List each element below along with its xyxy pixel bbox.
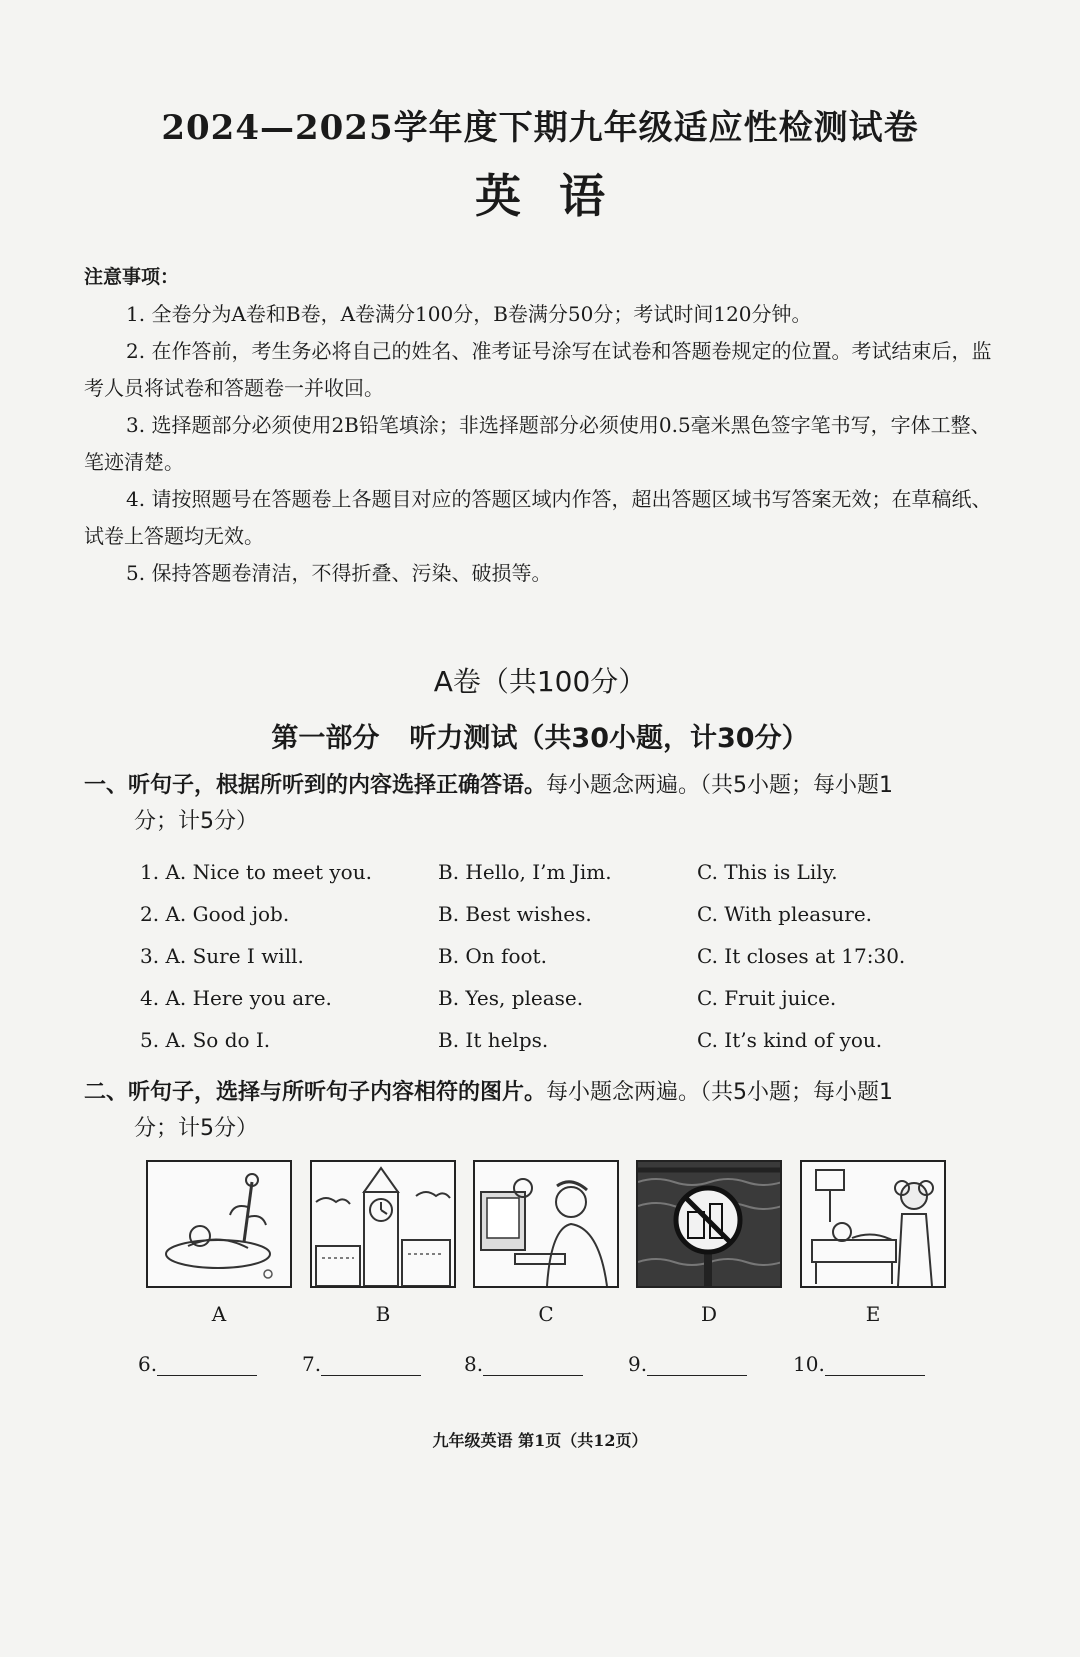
answer-blank[interactable] [138, 1352, 257, 1376]
picture-label: B [375, 1302, 391, 1326]
picture-row [146, 1160, 1006, 1340]
blank-number: 10. [793, 1352, 825, 1376]
option-c: C. This is Lily. [697, 860, 838, 884]
exam-title: 2024—2025学年度下期九年级适应性检测试卷 [161, 108, 919, 148]
answer-blank[interactable] [302, 1352, 421, 1376]
no-bottles-sign-icon [636, 1160, 782, 1288]
option-row [140, 902, 1040, 944]
answer-blank[interactable] [628, 1352, 747, 1376]
question-one-number: 一、 [84, 773, 129, 798]
option-c: C. Fruit juice. [697, 986, 837, 1010]
picture-label: D [700, 1302, 718, 1326]
option-b: B. Best wishes. [438, 902, 592, 926]
part-one-title: 听力测试（共30小题，计30分） [409, 723, 809, 754]
question-two-number: 二、 [84, 1080, 129, 1105]
picture-label: A [211, 1302, 227, 1326]
blank-number: 9. [628, 1352, 648, 1376]
question-two-instruction: 听句子，选择与所听句子内容相符的图片。 [128, 1080, 547, 1105]
blank-number: 8. [464, 1352, 484, 1376]
question-two-detail-cont: 分；计5分） [134, 1116, 258, 1141]
part-one-name: 第一部分 [271, 723, 380, 754]
option-a: 2. A. Good job. [140, 902, 290, 926]
option-a: 5. A. So do I. [140, 1028, 271, 1052]
question-one-options [140, 860, 1040, 1070]
answer-blank[interactable] [464, 1352, 583, 1376]
question-one-detail: 每小题念两遍。（共5小题；每小题1 [546, 773, 894, 798]
part-one-heading [0, 716, 1080, 755]
clock-tower-city-icon [310, 1160, 456, 1288]
option-c: C. It closes at 17:30. [697, 944, 906, 968]
section-a-heading: A卷（共100分） [433, 665, 647, 698]
notice-item: 3. 选择题部分必须使用2B铅笔填涂；非选择题部分必须使用0.5毫米黑色签字笔书写，字体工整、笔迹清楚。 [84, 413, 991, 474]
blank-number: 6. [138, 1352, 158, 1376]
answer-blanks [138, 1352, 1038, 1382]
picture-label: C [538, 1302, 554, 1326]
option-c: C. It’s kind of you. [697, 1028, 883, 1052]
subject-title: 英语 [475, 169, 643, 223]
option-a: 3. A. Sure I will. [140, 944, 304, 968]
notice-list [84, 296, 996, 592]
question-one-heading [84, 768, 1004, 840]
sleeping-person-flower-icon [146, 1160, 292, 1288]
notice-item: 5. 保持答题卷清洁，不得折叠、污染、破损等。 [126, 561, 552, 585]
students-computer-icon [473, 1160, 619, 1288]
option-row [140, 860, 1040, 902]
option-b: B. Hello, I’m Jim. [438, 860, 612, 884]
notice-item: 4. 请按照题号在答题卷上各题目对应的答题区域内作答，超出答题区域书写答案无效；在草稿纸、试卷上答题均无效。 [84, 487, 992, 548]
option-b: B. It helps. [438, 1028, 549, 1052]
blank-number: 7. [302, 1352, 322, 1376]
option-c: C. With pleasure. [697, 902, 873, 926]
option-b: B. Yes, please. [438, 986, 584, 1010]
question-two-heading [84, 1075, 1004, 1147]
option-row [140, 986, 1040, 1028]
hospital-clown-icon [800, 1160, 946, 1288]
option-a: 4. A. Here you are. [140, 986, 332, 1010]
notice-heading: 注意事项： [84, 266, 180, 288]
option-row [140, 1028, 1040, 1070]
question-one-instruction: 听句子，根据所听到的内容选择正确答语。 [128, 773, 547, 798]
picture-label: E [865, 1302, 881, 1326]
option-row [140, 944, 1040, 986]
notice-item: 1. 全卷分为A卷和B卷，A卷满分100分，B卷满分50分；考试时间120分钟。 [126, 302, 812, 326]
page-footer: 九年级英语 第1页（共12页） [432, 1431, 648, 1450]
notice-item: 2. 在作答前，考生务必将自己的姓名、准考证号涂写在试卷和答题卷规定的位置。考试结束后，监考人员将试卷和答题卷一并收回。 [84, 339, 992, 400]
question-one-detail-cont: 分；计5分） [134, 809, 258, 834]
option-a: 1. A. Nice to meet you. [140, 860, 372, 884]
answer-blank[interactable] [793, 1352, 925, 1376]
option-b: B. On foot. [438, 944, 547, 968]
question-two-detail: 每小题念两遍。（共5小题；每小题1 [546, 1080, 894, 1105]
